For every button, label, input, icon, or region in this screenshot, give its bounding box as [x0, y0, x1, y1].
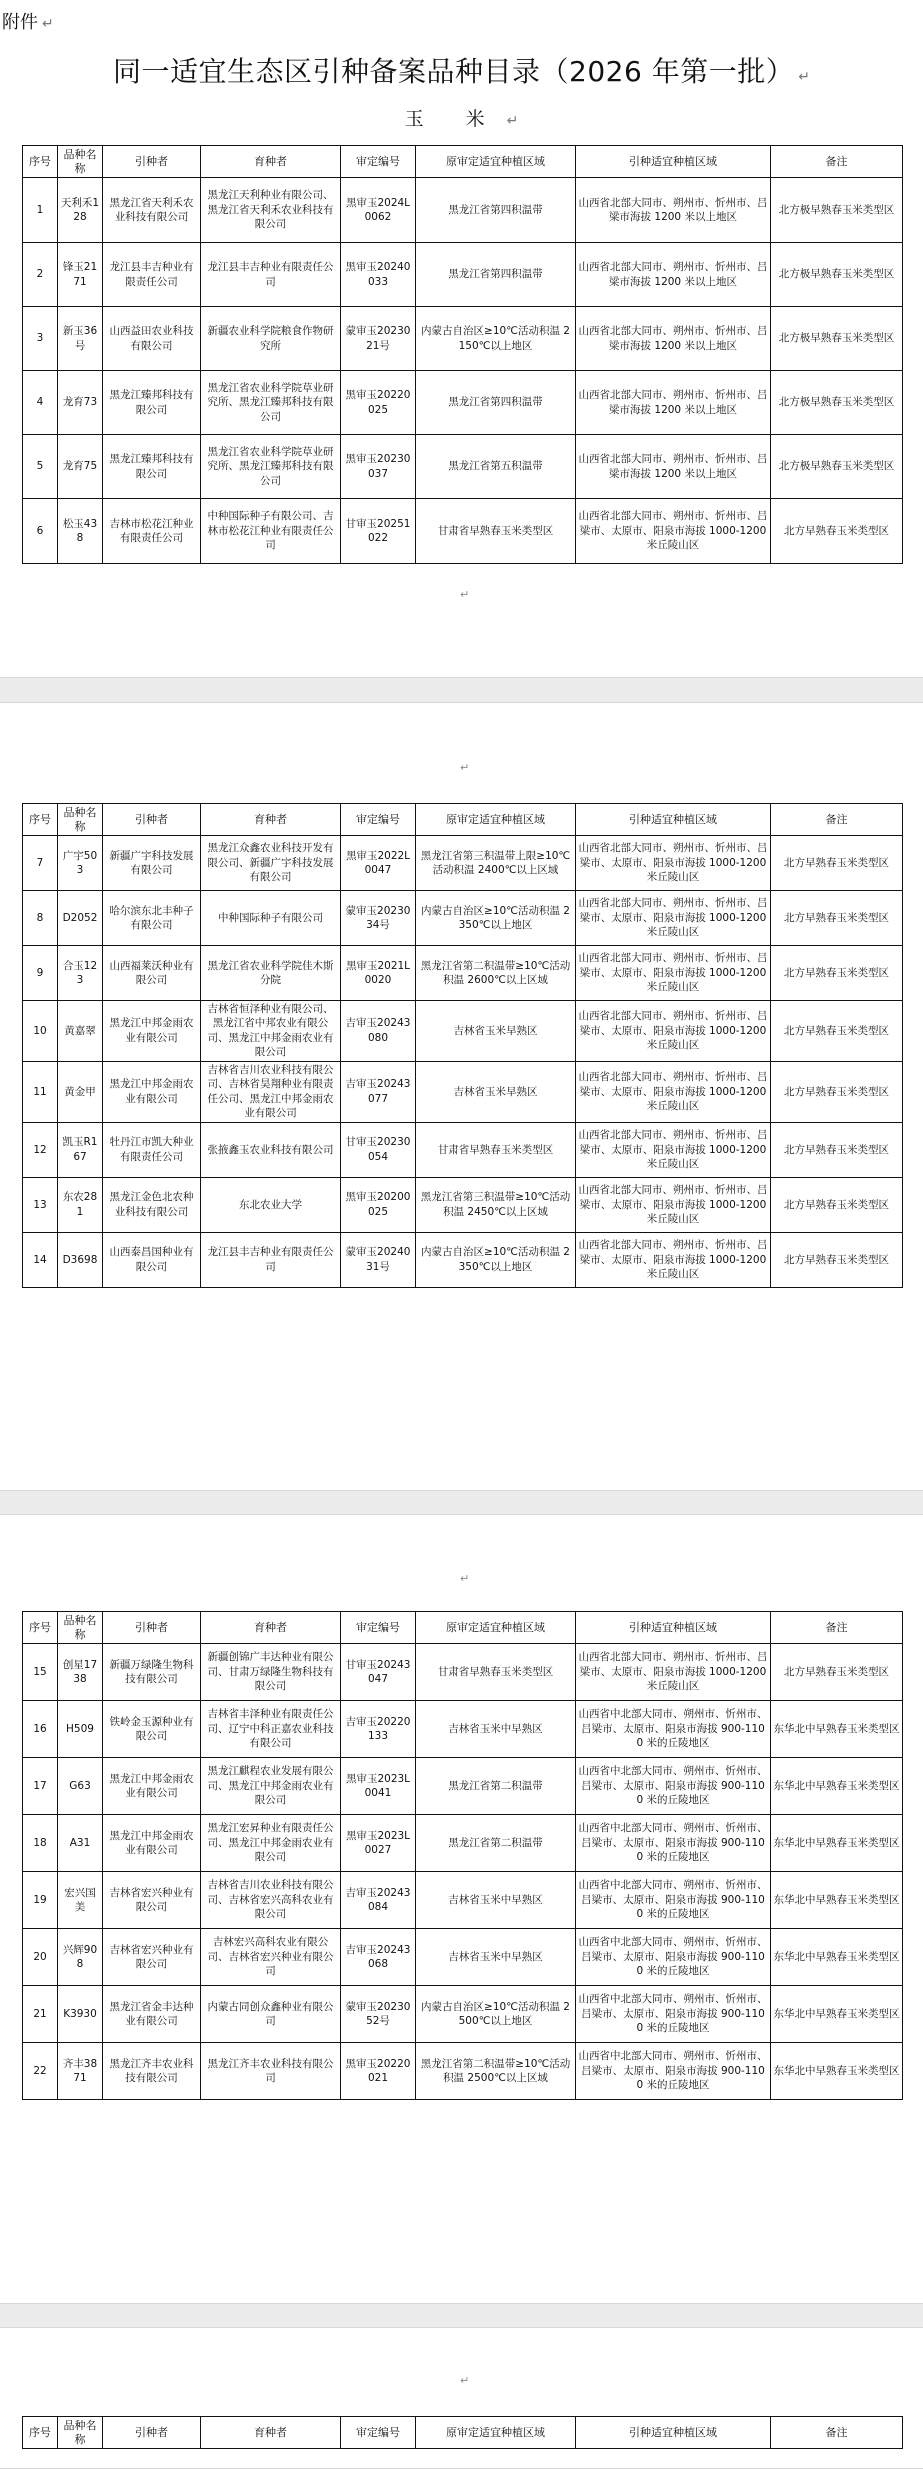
variety-name-cell: 东农281	[58, 1177, 103, 1232]
introducer-cell: 黑龙江中邦金雨农业有限公司	[103, 1815, 201, 1872]
introducer-cell: 新疆万绿隆生物科技有限公司	[103, 1644, 201, 1701]
variety-name-cell: 兴辉908	[58, 1929, 103, 1986]
introducer-cell: 龙江县丰吉种业有限责任公司	[103, 243, 201, 307]
remark-cell: 东华北中早熟春玉米类型区	[771, 1701, 903, 1758]
introduction-region-cell: 山西省中北部大同市、朔州市、忻州市、吕梁市、太原市、阳泉市海拔 900-1100 米的丘陵地区	[576, 2043, 771, 2100]
introducer-cell: 吉林省宏兴种业有限公司	[103, 1872, 201, 1929]
table-row	[23, 243, 903, 307]
row-number-cell: 10	[23, 1001, 58, 1062]
introduction-region-cell: 山西省北部大同市、朔州市、忻州市、吕梁市、太原市、阳泉市海拔 1000-1200 米丘陵山区	[576, 1232, 771, 1287]
approval-number-cell: 黑审玉20220021	[341, 2043, 416, 2100]
breeder-cell: 黑龙江众鑫农业科技开发有限公司、新疆广宇科技发展有限公司	[201, 836, 341, 891]
original-region-cell: 黑龙江省第四积温带	[416, 371, 576, 435]
introduction-region-cell: 山西省北部大同市、朔州市、忻州市、吕梁市海拔 1200 米以上地区	[576, 178, 771, 243]
approval-number-cell: 黑审玉2023L0041	[341, 1758, 416, 1815]
introducer-cell: 牡丹江市凯大种业有限责任公司	[103, 1122, 201, 1177]
breeder-cell: 新疆创锦广丰达种业有限公司、甘肃万绿隆生物科技有限公司	[201, 1644, 341, 1701]
variety-name-cell: 广宇503	[58, 836, 103, 891]
paragraph-mark: ↵	[460, 761, 470, 774]
column-header: 审定编号	[341, 804, 416, 836]
row-number-cell: 16	[23, 1701, 58, 1758]
table-header-row	[23, 2417, 903, 2449]
column-header: 审定编号	[341, 146, 416, 178]
paragraph-mark: ↵	[460, 2374, 470, 2387]
remark-cell: 北方早熟春玉米类型区	[771, 1644, 903, 1701]
introducer-cell: 黑龙江金色北农种业科技有限公司	[103, 1177, 201, 1232]
table-row	[23, 1929, 903, 1986]
column-header: 育种者	[201, 1612, 341, 1644]
paragraph-mark: ↵	[460, 1572, 470, 1585]
table-header-row	[23, 804, 903, 836]
row-number-cell: 12	[23, 1122, 58, 1177]
row-number-cell: 19	[23, 1872, 58, 1929]
column-header: 审定编号	[341, 1612, 416, 1644]
breeder-cell: 吉林省吉川农业科技有限公司、吉林省宏兴高科农业有限公司	[201, 1872, 341, 1929]
approval-number-cell: 蒙审玉2023052号	[341, 1986, 416, 2043]
row-number-cell: 15	[23, 1644, 58, 1701]
table-row	[23, 836, 903, 891]
table-row	[23, 307, 903, 371]
approval-number-cell: 蒙审玉2023034号	[341, 891, 416, 946]
introducer-cell: 吉林省宏兴种业有限公司	[103, 1929, 201, 1986]
breeder-cell: 黑龙江省农业科学院草业研究所、黑龙江臻邦科技有限公司	[201, 435, 341, 499]
approval-number-cell: 吉审玉20220133	[341, 1701, 416, 1758]
table-row	[23, 1815, 903, 1872]
breeder-cell: 张掖鑫玉农业科技有限公司	[201, 1122, 341, 1177]
table-row	[23, 1001, 903, 1062]
remark-cell: 北方早熟春玉米类型区	[771, 499, 903, 564]
original-region-cell: 黑龙江省第四积温带	[416, 178, 576, 243]
variety-name-cell: 锋玉2171	[58, 243, 103, 307]
breeder-cell: 中种国际种子有限公司、吉林市松花江种业有限责任公司	[201, 499, 341, 564]
introducer-cell: 黑龙江省天利禾农业科技有限公司	[103, 178, 201, 243]
variety-name-cell: A31	[58, 1815, 103, 1872]
crop-subtitle: 玉 米 ↵	[404, 108, 519, 130]
approval-number-cell: 黑审玉2022L0047	[341, 836, 416, 891]
introducer-cell: 山西福莱沃种业有限公司	[103, 946, 201, 1001]
row-number-cell: 2	[23, 243, 58, 307]
breeder-cell: 内蒙古同创众鑫种业有限公司	[201, 1986, 341, 2043]
column-header: 品种名称	[58, 146, 103, 178]
remark-cell: 北方早熟春玉米类型区	[771, 836, 903, 891]
approval-number-cell: 甘审玉20251022	[341, 499, 416, 564]
column-header: 备注	[771, 146, 903, 178]
column-header: 品种名称	[58, 804, 103, 836]
row-number-cell: 1	[23, 178, 58, 243]
column-header: 引种适宜种植区域	[576, 804, 771, 836]
table-row	[23, 1122, 903, 1177]
introduction-region-cell: 山西省北部大同市、朔州市、忻州市、吕梁市、太原市、阳泉市海拔 1000-1200 米丘陵山区	[576, 1001, 771, 1062]
variety-name-cell: 合玉123	[58, 946, 103, 1001]
breeder-cell: 龙江县丰吉种业有限责任公司	[201, 243, 341, 307]
breeder-cell: 黑龙江麒程农业发展有限公司、黑龙江中邦金雨农业有限公司	[201, 1758, 341, 1815]
approval-number-cell: 吉审玉20243068	[341, 1929, 416, 1986]
row-number-cell: 5	[23, 435, 58, 499]
variety-name-cell: 天利禾128	[58, 178, 103, 243]
row-number-cell: 4	[23, 371, 58, 435]
column-header: 品种名称	[58, 1612, 103, 1644]
column-header: 序号	[23, 146, 58, 178]
column-header: 原审定适宜种植区域	[416, 146, 576, 178]
column-header: 审定编号	[341, 2417, 416, 2449]
remark-cell: 北方早熟春玉米类型区	[771, 1061, 903, 1122]
introduction-region-cell: 山西省中北部大同市、朔州市、忻州市、吕梁市、太原市、阳泉市海拔 900-1100 米的丘陵地区	[576, 1986, 771, 2043]
breeder-cell: 黑龙江宏昇种业有限责任公司、黑龙江中邦金雨农业有限公司	[201, 1815, 341, 1872]
table-row	[23, 499, 903, 564]
approval-number-cell: 吉审玉20243080	[341, 1001, 416, 1062]
remark-cell: 东华北中早熟春玉米类型区	[771, 2043, 903, 2100]
row-number-cell: 13	[23, 1177, 58, 1232]
row-number-cell: 7	[23, 836, 58, 891]
table-header-row	[23, 1612, 903, 1644]
original-region-cell: 黑龙江省第三积温带≥10℃活动积温 2450℃以上区域	[416, 1177, 576, 1232]
remark-cell: 北方极早熟春玉米类型区	[771, 243, 903, 307]
variety-name-cell: 龙育73	[58, 371, 103, 435]
column-header: 引种适宜种植区域	[576, 1612, 771, 1644]
column-header: 品种名称	[58, 2417, 103, 2449]
column-header: 育种者	[201, 804, 341, 836]
table-row	[23, 1061, 903, 1122]
variety-table-1	[22, 145, 903, 564]
original-region-cell: 吉林省玉米中早熟区	[416, 1929, 576, 1986]
introduction-region-cell: 山西省北部大同市、朔州市、忻州市、吕梁市、太原市、阳泉市海拔 1000-1200 米丘陵山区	[576, 1061, 771, 1122]
approval-number-cell: 甘审玉20230054	[341, 1122, 416, 1177]
original-region-cell: 黑龙江省第五积温带	[416, 435, 576, 499]
breeder-cell: 吉林省丰泽种业有限责任公司、辽宁中科正嘉农业科技有限公司	[201, 1701, 341, 1758]
introduction-region-cell: 山西省北部大同市、朔州市、忻州市、吕梁市、太原市、阳泉市海拔 1000-1200 米丘陵山区	[576, 1177, 771, 1232]
introduction-region-cell: 山西省北部大同市、朔州市、忻州市、吕梁市、太原市、阳泉市海拔 1000-1200 米丘陵山区	[576, 1122, 771, 1177]
remark-cell: 北方极早熟春玉米类型区	[771, 307, 903, 371]
variety-name-cell: 黄嘉翠	[58, 1001, 103, 1062]
breeder-cell: 吉林省恒泽种业有限公司、黑龙江省中邦农业有限公司、黑龙江中邦金雨农业有限公司	[201, 1001, 341, 1062]
breeder-cell: 黑龙江天利种业有限公司、黑龙江省天利禾农业科技有限公司	[201, 178, 341, 243]
row-number-cell: 22	[23, 2043, 58, 2100]
remark-cell: 东华北中早熟春玉米类型区	[771, 1758, 903, 1815]
table-row	[23, 371, 903, 435]
original-region-cell: 黑龙江省第二积温带	[416, 1758, 576, 1815]
row-number-cell: 18	[23, 1815, 58, 1872]
row-number-cell: 17	[23, 1758, 58, 1815]
column-header: 备注	[771, 1612, 903, 1644]
introduction-region-cell: 山西省中北部大同市、朔州市、忻州市、吕梁市、太原市、阳泉市海拔 900-1100 米的丘陵地区	[576, 1929, 771, 1986]
table-row	[23, 1986, 903, 2043]
introduction-region-cell: 山西省北部大同市、朔州市、忻州市、吕梁市、太原市、阳泉市海拔 1000-1200 米丘陵山区	[576, 891, 771, 946]
table-row	[23, 1644, 903, 1701]
introduction-region-cell: 山西省北部大同市、朔州市、忻州市、吕梁市、太原市、阳泉市海拔 1000-1200 米丘陵山区	[576, 836, 771, 891]
approval-number-cell: 甘审玉20243047	[341, 1644, 416, 1701]
column-header: 育种者	[201, 2417, 341, 2449]
approval-number-cell: 蒙审玉2023021号	[341, 307, 416, 371]
row-number-cell: 21	[23, 1986, 58, 2043]
column-header: 引种适宜种植区域	[576, 146, 771, 178]
variety-name-cell: D3698	[58, 1232, 103, 1287]
table-row	[23, 178, 903, 243]
original-region-cell: 吉林省玉米早熟区	[416, 1001, 576, 1062]
approval-number-cell: 黑审玉2023L0027	[341, 1815, 416, 1872]
breeder-cell: 新疆农业科学院粮食作物研究所	[201, 307, 341, 371]
remark-cell: 北方极早熟春玉米类型区	[771, 435, 903, 499]
introducer-cell: 黑龙江中邦金雨农业有限公司	[103, 1001, 201, 1062]
column-header: 原审定适宜种植区域	[416, 1612, 576, 1644]
variety-name-cell: 新玉36号	[58, 307, 103, 371]
remark-cell: 东华北中早熟春玉米类型区	[771, 1815, 903, 1872]
approval-number-cell: 黑审玉2021L0020	[341, 946, 416, 1001]
introducer-cell: 铁岭金玉源种业有限公司	[103, 1701, 201, 1758]
remark-cell: 东华北中早熟春玉米类型区	[771, 1986, 903, 2043]
introduction-region-cell: 山西省北部大同市、朔州市、忻州市、吕梁市、太原市、阳泉市海拔 1000-1200 米丘陵山区	[576, 946, 771, 1001]
variety-name-cell: 松玉438	[58, 499, 103, 564]
document-page-4	[0, 2327, 923, 2469]
variety-name-cell: 黄金甲	[58, 1061, 103, 1122]
variety-name-cell: 凯玉R167	[58, 1122, 103, 1177]
variety-name-cell: G63	[58, 1758, 103, 1815]
approval-number-cell: 蒙审玉2024031号	[341, 1232, 416, 1287]
table-row	[23, 1232, 903, 1287]
remark-cell: 北方早熟春玉米类型区	[771, 891, 903, 946]
breeder-cell: 黑龙江省农业科学院佳木斯分院	[201, 946, 341, 1001]
remark-cell: 北方早熟春玉米类型区	[771, 1122, 903, 1177]
introduction-region-cell: 山西省北部大同市、朔州市、忻州市、吕梁市海拔 1200 米以上地区	[576, 307, 771, 371]
introduction-region-cell: 山西省中北部大同市、朔州市、忻州市、吕梁市、太原市、阳泉市海拔 900-1100 米的丘陵地区	[576, 1758, 771, 1815]
remark-cell: 北方极早熟春玉米类型区	[771, 178, 903, 243]
breeder-cell: 黑龙江省农业科学院草业研究所、黑龙江臻邦科技有限公司	[201, 371, 341, 435]
variety-name-cell: 齐丰3871	[58, 2043, 103, 2100]
approval-number-cell: 吉审玉20243077	[341, 1061, 416, 1122]
column-header: 引种者	[103, 146, 201, 178]
remark-cell: 东华北中早熟春玉米类型区	[771, 1929, 903, 1986]
approval-number-cell: 黑审玉20200025	[341, 1177, 416, 1232]
remark-cell: 北方早熟春玉米类型区	[771, 1001, 903, 1062]
column-header: 序号	[23, 804, 58, 836]
original-region-cell: 吉林省玉米早熟区	[416, 1061, 576, 1122]
original-region-cell: 内蒙古自治区≥10℃活动积温 2350℃以上地区	[416, 891, 576, 946]
row-number-cell: 11	[23, 1061, 58, 1122]
row-number-cell: 8	[23, 891, 58, 946]
original-region-cell: 甘肃省早熟春玉米类型区	[416, 1122, 576, 1177]
table-row	[23, 891, 903, 946]
original-region-cell: 黑龙江省第四积温带	[416, 243, 576, 307]
row-number-cell: 9	[23, 946, 58, 1001]
table-row	[23, 1701, 903, 1758]
approval-number-cell: 黑审玉2024L0062	[341, 178, 416, 243]
remark-cell: 北方早熟春玉米类型区	[771, 1177, 903, 1232]
table-row	[23, 946, 903, 1001]
variety-table-2	[22, 803, 903, 1288]
variety-name-cell: H509	[58, 1701, 103, 1758]
introducer-cell: 黑龙江中邦金雨农业有限公司	[103, 1758, 201, 1815]
approval-number-cell: 黑审玉20230037	[341, 435, 416, 499]
document-page-2	[0, 702, 923, 1491]
table-row	[23, 1872, 903, 1929]
original-region-cell: 甘肃省早熟春玉米类型区	[416, 1644, 576, 1701]
variety-name-cell: K3930	[58, 1986, 103, 2043]
remark-cell: 东华北中早熟春玉米类型区	[771, 1872, 903, 1929]
introduction-region-cell: 山西省北部大同市、朔州市、忻州市、吕梁市海拔 1200 米以上地区	[576, 243, 771, 307]
original-region-cell: 内蒙古自治区≥10℃活动积温 2350℃以上地区	[416, 1232, 576, 1287]
variety-table-3	[22, 1611, 903, 2100]
remark-cell: 北方早熟春玉米类型区	[771, 946, 903, 1001]
original-region-cell: 吉林省玉米中早熟区	[416, 1872, 576, 1929]
breeder-cell: 中种国际种子有限公司	[201, 891, 341, 946]
attachment-label: 附件 ↵	[2, 12, 54, 33]
original-region-cell: 内蒙古自治区≥10℃活动积温 2500℃以上地区	[416, 1986, 576, 2043]
introduction-region-cell: 山西省中北部大同市、朔州市、忻州市、吕梁市、太原市、阳泉市海拔 900-1100 米的丘陵地区	[576, 1815, 771, 1872]
original-region-cell: 黑龙江省第三积温带上限≥10℃活动积温 2400℃以上区域	[416, 836, 576, 891]
approval-number-cell: 吉审玉20243084	[341, 1872, 416, 1929]
introduction-region-cell: 山西省中北部大同市、朔州市、忻州市、吕梁市、太原市、阳泉市海拔 900-1100 米的丘陵地区	[576, 1701, 771, 1758]
introducer-cell: 黑龙江臻邦科技有限公司	[103, 371, 201, 435]
column-header: 原审定适宜种植区域	[416, 804, 576, 836]
paragraph-mark: ↵	[460, 588, 470, 601]
column-header: 备注	[771, 2417, 903, 2449]
column-header: 引种者	[103, 2417, 201, 2449]
introducer-cell: 哈尔滨东北丰种子有限公司	[103, 891, 201, 946]
document-page-3	[0, 1514, 923, 2304]
variety-name-cell: D2052	[58, 891, 103, 946]
approval-number-cell: 黑审玉20220025	[341, 371, 416, 435]
variety-name-cell: 创星1738	[58, 1644, 103, 1701]
introduction-region-cell: 山西省北部大同市、朔州市、忻州市、吕梁市、太原市、阳泉市海拔 1000-1200 米丘陵山区	[576, 499, 771, 564]
introducer-cell: 黑龙江中邦金雨农业有限公司	[103, 1061, 201, 1122]
original-region-cell: 吉林省玉米中早熟区	[416, 1701, 576, 1758]
remark-cell: 北方极早熟春玉米类型区	[771, 371, 903, 435]
breeder-cell: 吉林省吉川农业科技有限公司、吉林省昊翔种业有限责任公司、黑龙江中邦金雨农业有限公司	[201, 1061, 341, 1122]
column-header: 原审定适宜种植区域	[416, 2417, 576, 2449]
approval-number-cell: 黑审玉20240033	[341, 243, 416, 307]
breeder-cell: 东北农业大学	[201, 1177, 341, 1232]
table-row	[23, 1758, 903, 1815]
column-header: 备注	[771, 804, 903, 836]
introducer-cell: 新疆广宇科技发展有限公司	[103, 836, 201, 891]
variety-name-cell: 龙育75	[58, 435, 103, 499]
introducer-cell: 山西泰昌国种业有限公司	[103, 1232, 201, 1287]
row-number-cell: 14	[23, 1232, 58, 1287]
column-header: 序号	[23, 1612, 58, 1644]
remark-cell: 北方早熟春玉米类型区	[771, 1232, 903, 1287]
introducer-cell: 吉林市松花江种业有限责任公司	[103, 499, 201, 564]
original-region-cell: 黑龙江省第二积温带≥10℃活动积温 2500℃以上区域	[416, 2043, 576, 2100]
variety-table-4	[22, 2416, 903, 2449]
table-header-row	[23, 146, 903, 178]
breeder-cell: 吉林宏兴高科农业有限公司、吉林省宏兴种业有限公司	[201, 1929, 341, 1986]
document-page-1	[0, 0, 923, 678]
column-header: 序号	[23, 2417, 58, 2449]
column-header: 引种者	[103, 804, 201, 836]
document-title: 同一适宜生态区引种备案品种目录（2026 年第一批） ↵	[113, 55, 810, 88]
variety-name-cell: 宏兴国美	[58, 1872, 103, 1929]
introducer-cell: 黑龙江臻邦科技有限公司	[103, 435, 201, 499]
original-region-cell: 黑龙江省第二积温带	[416, 1815, 576, 1872]
introduction-region-cell: 山西省北部大同市、朔州市、忻州市、吕梁市海拔 1200 米以上地区	[576, 435, 771, 499]
row-number-cell: 6	[23, 499, 58, 564]
original-region-cell: 内蒙古自治区≥10℃活动积温 2150℃以上地区	[416, 307, 576, 371]
column-header: 育种者	[201, 146, 341, 178]
table-row	[23, 2043, 903, 2100]
introducer-cell: 黑龙江齐丰农业科技有限公司	[103, 2043, 201, 2100]
introducer-cell: 黑龙江省金丰达种业有限公司	[103, 1986, 201, 2043]
row-number-cell: 3	[23, 307, 58, 371]
introduction-region-cell: 山西省北部大同市、朔州市、忻州市、吕梁市、太原市、阳泉市海拔 1000-1200 米丘陵山区	[576, 1644, 771, 1701]
breeder-cell: 龙江县丰吉种业有限责任公司	[201, 1232, 341, 1287]
original-region-cell: 黑龙江省第二积温带≥10℃活动积温 2600℃以上区域	[416, 946, 576, 1001]
column-header: 引种者	[103, 1612, 201, 1644]
column-header: 引种适宜种植区域	[576, 2417, 771, 2449]
introducer-cell: 山西益田农业科技有限公司	[103, 307, 201, 371]
introduction-region-cell: 山西省中北部大同市、朔州市、忻州市、吕梁市、太原市、阳泉市海拔 900-1100 米的丘陵地区	[576, 1872, 771, 1929]
original-region-cell: 甘肃省早熟春玉米类型区	[416, 499, 576, 564]
table-row	[23, 1177, 903, 1232]
table-row	[23, 435, 903, 499]
row-number-cell: 20	[23, 1929, 58, 1986]
introduction-region-cell: 山西省北部大同市、朔州市、忻州市、吕梁市海拔 1200 米以上地区	[576, 371, 771, 435]
breeder-cell: 黑龙江齐丰农业科技有限公司	[201, 2043, 341, 2100]
